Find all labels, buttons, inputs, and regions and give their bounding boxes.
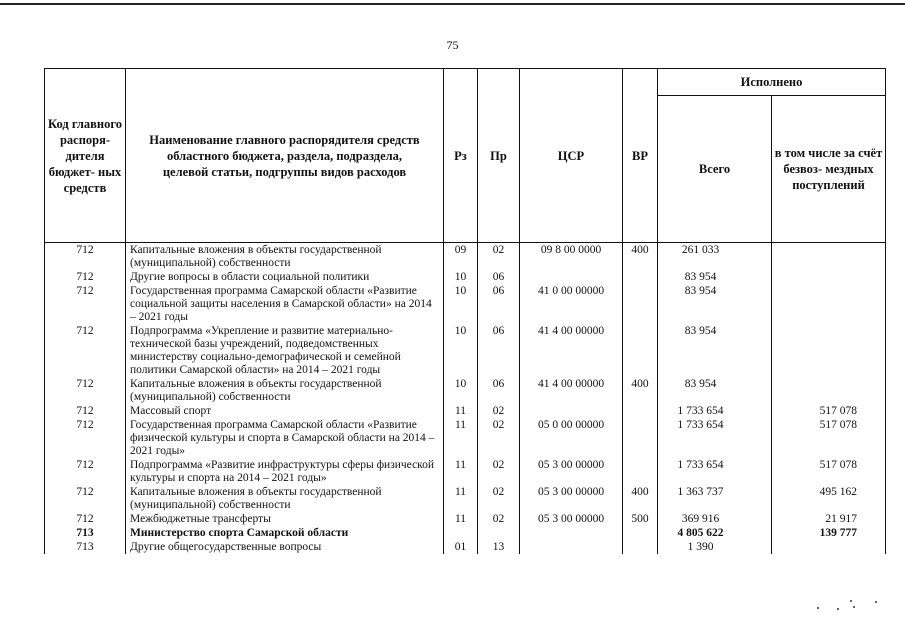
cell-csr: 41 4 00 00000	[520, 324, 623, 377]
cell-csr	[520, 540, 623, 554]
cell-vr	[623, 540, 658, 554]
table-row	[45, 324, 886, 377]
cell-vr	[623, 284, 658, 324]
cell-total: 1 733 654	[658, 458, 772, 485]
table-body	[45, 243, 886, 555]
cell-kod: 712	[45, 324, 126, 377]
cell-total: 261 033	[658, 243, 772, 271]
cell-kod: 712	[45, 243, 126, 271]
header-csr: ЦСР	[520, 69, 623, 243]
cell-rz: 10	[444, 284, 478, 324]
table-row	[45, 418, 886, 458]
cell-bz	[772, 377, 886, 404]
header-rz: Рз	[444, 69, 478, 243]
cell-vr	[623, 270, 658, 284]
cell-vr: 500	[623, 512, 658, 526]
cell-vr	[623, 418, 658, 458]
table-row	[45, 377, 886, 404]
cell-kod: 712	[45, 284, 126, 324]
cell-kod: 712	[45, 270, 126, 284]
cell-pr: 02	[478, 512, 520, 526]
cell-vr	[623, 458, 658, 485]
table-row	[45, 458, 886, 485]
cell-kod: 712	[45, 458, 126, 485]
budget-table	[44, 68, 886, 554]
cell-pr: 06	[478, 324, 520, 377]
header-total: Всего	[658, 96, 772, 243]
cell-kod: 712	[45, 377, 126, 404]
cell-csr: 05 3 00 00000	[520, 485, 623, 512]
cell-name: Капитальные вложения в объекты государственной (муниципальной) собственности	[126, 485, 444, 512]
cell-csr: 09 8 00 0000	[520, 243, 623, 271]
cell-pr: 06	[478, 270, 520, 284]
cell-kod: 712	[45, 485, 126, 512]
table-header	[45, 69, 886, 243]
table-row	[45, 485, 886, 512]
cell-rz: 11	[444, 458, 478, 485]
cell-bz	[772, 243, 886, 271]
cell-rz: 11	[444, 485, 478, 512]
cell-total: 83 954	[658, 270, 772, 284]
cell-total: 83 954	[658, 377, 772, 404]
cell-vr	[623, 404, 658, 418]
header-vr: ВР	[623, 69, 658, 243]
header-pr: Пр	[478, 69, 520, 243]
cell-csr: 05 0 00 00000	[520, 418, 623, 458]
cell-rz: 10	[444, 324, 478, 377]
cell-total: 1 390	[658, 540, 772, 554]
cell-name: Государственная программа Самарской области «Развитие физической культуры и спорта в Самарской области на 2014 – 2021 годы»	[126, 418, 444, 458]
cell-name: Государственная программа Самарской области «Развитие социальной защиты населения в Самарской области» на 2014 – 2021 годы	[126, 284, 444, 324]
cell-csr	[520, 404, 623, 418]
cell-pr: 13	[478, 540, 520, 554]
cell-vr	[623, 526, 658, 540]
cell-csr	[520, 526, 623, 540]
cell-pr: 06	[478, 377, 520, 404]
cell-bz: 517 078	[772, 404, 886, 418]
cell-bz	[772, 540, 886, 554]
cell-bz: 517 078	[772, 418, 886, 458]
cell-pr: 02	[478, 404, 520, 418]
cell-pr: 06	[478, 284, 520, 324]
top-rule	[0, 3, 905, 5]
cell-bz: 517 078	[772, 458, 886, 485]
cell-vr: 400	[623, 377, 658, 404]
header-kod: Код главного распоря- дителя бюджет- ных средств	[45, 69, 126, 243]
cell-total: 4 805 622	[658, 526, 772, 540]
cell-csr: 05 3 00 00000	[520, 512, 623, 526]
cell-name: Массовый спорт	[126, 404, 444, 418]
cell-bz: 139 777	[772, 526, 886, 540]
cell-csr: 41 4 00 00000	[520, 377, 623, 404]
cell-csr	[520, 270, 623, 284]
cell-kod: 712	[45, 404, 126, 418]
cell-rz: 10	[444, 270, 478, 284]
cell-vr: 400	[623, 485, 658, 512]
cell-kod: 713	[45, 526, 126, 540]
cell-name: Капитальные вложения в объекты государственной (муниципальной) собственности	[126, 243, 444, 271]
table-row	[45, 512, 886, 526]
cell-name: Министерство спорта Самарской области	[126, 526, 444, 540]
table-row	[45, 284, 886, 324]
cell-vr: 400	[623, 243, 658, 271]
table-row	[45, 540, 886, 554]
cell-vr	[623, 324, 658, 377]
cell-bz	[772, 324, 886, 377]
cell-rz: 10	[444, 377, 478, 404]
cell-csr: 41 0 00 00000	[520, 284, 623, 324]
header-executed: Исполнено	[658, 69, 886, 96]
cell-total: 1 363 737	[658, 485, 772, 512]
cell-rz: 11	[444, 418, 478, 458]
cell-kod: 713	[45, 540, 126, 554]
cell-name: Капитальные вложения в объекты государственной (муниципальной) собственности	[126, 377, 444, 404]
cell-name: Подпрограмма «Укрепление и развитие материально-технической базы учреждений, подведомственных министерству социально-демографической и семейной политики Самарской области» на 2014 – 2021 годы	[126, 324, 444, 377]
scan-speckles	[815, 598, 885, 612]
cell-pr: 02	[478, 485, 520, 512]
cell-pr: 02	[478, 418, 520, 458]
cell-bz: 21 917	[772, 512, 886, 526]
cell-kod: 712	[45, 512, 126, 526]
cell-total: 369 916	[658, 512, 772, 526]
cell-name: Другие вопросы в области социальной политики	[126, 270, 444, 284]
page-number: 75	[446, 38, 459, 52]
cell-bz: 495 162	[772, 485, 886, 512]
cell-csr: 05 3 00 00000	[520, 458, 623, 485]
cell-rz: 11	[444, 512, 478, 526]
table-row	[45, 270, 886, 284]
table-row	[45, 404, 886, 418]
cell-pr	[478, 526, 520, 540]
cell-total: 1 733 654	[658, 418, 772, 458]
cell-total: 83 954	[658, 284, 772, 324]
cell-kod: 712	[45, 418, 126, 458]
cell-bz	[772, 270, 886, 284]
cell-rz: 01	[444, 540, 478, 554]
budget-table-container	[44, 68, 885, 554]
cell-rz: 11	[444, 404, 478, 418]
cell-rz	[444, 526, 478, 540]
cell-name: Межбюджетные трансферты	[126, 512, 444, 526]
cell-total: 1 733 654	[658, 404, 772, 418]
table-row	[45, 243, 886, 271]
header-incl: в том числе за счёт безвоз- мездных поступлений	[772, 96, 886, 243]
header-name: Наименование главного распорядителя средств областного бюджета, раздела, подраздела, целевой статьи, подгруппы видов расходов	[126, 69, 444, 243]
cell-bz	[772, 284, 886, 324]
cell-pr: 02	[478, 243, 520, 271]
cell-pr: 02	[478, 458, 520, 485]
cell-name: Подпрограмма «Развитие инфраструктуры сферы физической культуры и спорта на 2014 – 2021 годы»	[126, 458, 444, 485]
table-row	[45, 526, 886, 540]
cell-name: Другие общегосударственные вопросы	[126, 540, 444, 554]
cell-total: 83 954	[658, 324, 772, 377]
cell-rz: 09	[444, 243, 478, 271]
